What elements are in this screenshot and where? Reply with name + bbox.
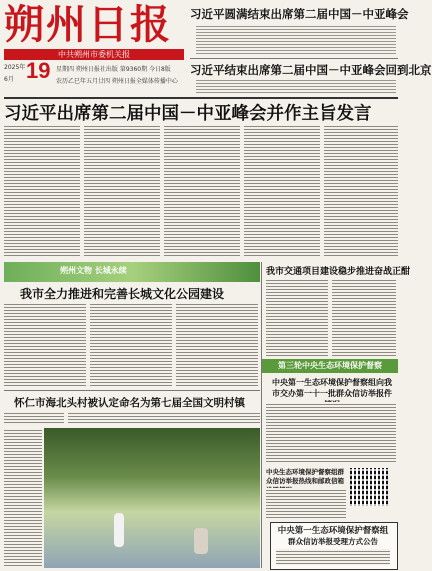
section-band-title: 第三轮中央生态环境保护督察 [278, 361, 382, 370]
article-column [164, 124, 240, 258]
headline-city-traffic[interactable]: 我市交通项目建设稳步推进奋战正酣 [266, 267, 411, 277]
article-column [266, 278, 328, 356]
divider [4, 390, 260, 391]
masthead-subtitle: 中共朔州市委机关报 [4, 49, 184, 60]
lead-headline[interactable]: 习近平出席第二届中国－中亚峰会并作主旨发言 [4, 104, 372, 124]
qr-code-icon[interactable] [350, 468, 388, 506]
masthead [4, 2, 184, 48]
month: 6月 [4, 76, 14, 83]
issue-meta: 星期四 朔州日报社出版 第9360期 今日8版 [56, 66, 171, 73]
article-column [244, 124, 320, 258]
article-column [324, 124, 398, 258]
article-column [266, 488, 346, 518]
banner-image [4, 262, 260, 282]
masthead-title: 朔州日报 [4, 1, 172, 48]
performer-figure [114, 513, 124, 547]
divider [261, 262, 262, 568]
article-column [84, 124, 160, 258]
headline-right-second[interactable]: 习近平结束出席第二届中国－中亚峰会回到北京 [190, 63, 432, 77]
article-column [4, 411, 64, 425]
notice-box-subtitle: 群众信访举报受理方式公告 [288, 537, 378, 546]
article-column [4, 124, 80, 258]
banner-caption: 朔州文物 长城永续 [60, 266, 127, 275]
notice-text [276, 549, 390, 565]
article-text-block [196, 24, 396, 56]
dateline [4, 58, 190, 96]
headline-inspection[interactable]: 中央第一生态环境保护督察组向我市交办第一十一批群众信访举报件 [272, 378, 392, 398]
article-column [4, 428, 42, 568]
day-number: 19 [26, 58, 51, 83]
article-text-block [196, 78, 396, 94]
article-column [68, 411, 260, 425]
article-column [332, 278, 396, 356]
year: 2025年 [4, 64, 26, 71]
divider [190, 58, 398, 59]
divider [4, 97, 398, 99]
article-column [176, 302, 258, 388]
headline-great-wall[interactable]: 我市全力推进和完善长城文化公园建设 [20, 287, 225, 301]
headline-notice[interactable]: 中央生态环境保护督察组群众信访举报热线和邮政信箱 [266, 468, 344, 485]
headline-right-top[interactable]: 习近平圆满结束出席第二届中国－中亚峰会 [190, 7, 409, 21]
headline-civilized-village[interactable]: 怀仁市海北头村被认定命名为第七届全国文明村镇 [14, 397, 245, 409]
notice-box-title: 中央第一生态环境保护督察组 [277, 526, 389, 536]
article-column [90, 302, 172, 388]
lunar-meta: 农历乙巳年五月廿四 朔州日报全媒体传播中心 [56, 78, 178, 85]
performer-figure [194, 528, 208, 554]
article-column [266, 402, 396, 464]
article-column [4, 302, 86, 388]
news-photo [44, 428, 260, 568]
